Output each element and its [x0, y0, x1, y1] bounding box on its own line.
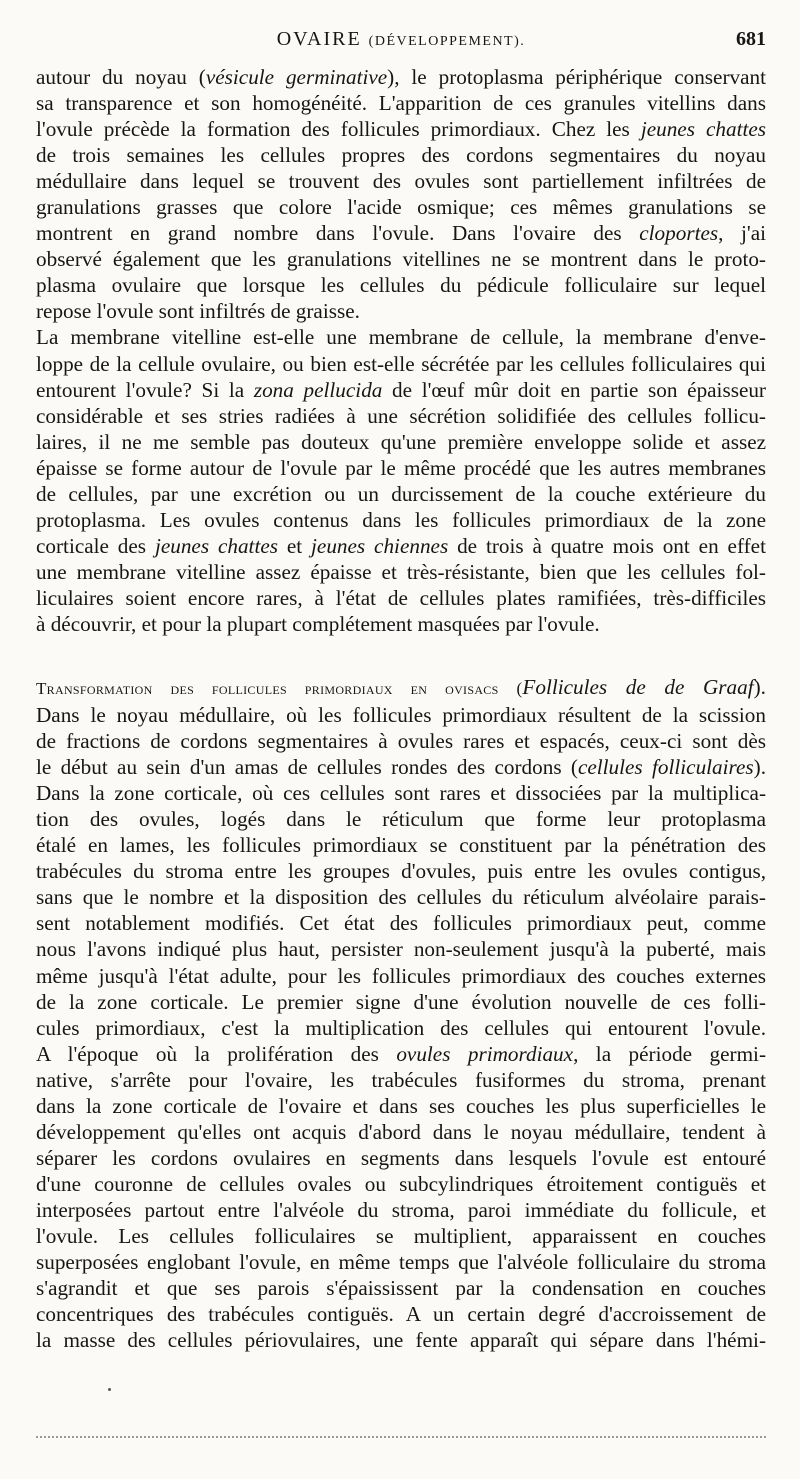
text-line: sent notablement modifiés. Cet état des follicules primordiaux peut, comme — [36, 911, 766, 936]
text-line: étalé en lames, les follicules primordiaux se constituent par la pénétration des — [36, 833, 766, 858]
text-line: l'ovule. Les cellules folliculaires se multiplient, apparaissent en couches — [36, 1223, 766, 1248]
bottom-scan-noise — [36, 1436, 766, 1438]
italic-term: jeunes chattes — [154, 533, 278, 558]
italic-term: zona pellucida — [253, 377, 383, 402]
section-heading: Transformation des follicules primordiaux en ovisacs (Follicules de de Graaf). — [36, 675, 766, 699]
text-line: de trois semaines les cellules propres des cordons segmentaires du noyau — [36, 143, 766, 168]
text-line: observé également que les granulations vitellines ne se montrent dans le proto- — [36, 247, 766, 272]
print-speck — [108, 1388, 111, 1391]
text-line: médullaire dans lequel se trouvent des ovules sont partiellement infiltrées de — [36, 169, 766, 194]
text-line: même jusqu'à l'état adulte, pour les follicules primordiaux des couches externes — [36, 963, 766, 988]
text-block-lower — [36, 674, 766, 1353]
italic-term: jeunes chiennes — [311, 533, 449, 558]
text-line: loppe de la cellule ovulaire, ou bien est-elle sécrétée par les cellules folliculaires qui — [36, 351, 766, 376]
text-line: A l'époque où la prolifération des ovules primordiaux, la période germi- — [36, 1041, 766, 1066]
text-line: sans que le nombre et la disposition des cellules du réticulum alvéolaire parais- — [36, 885, 766, 910]
text-line: concentriques des trabécules contiguës. A un certain degré d'accroissement de — [36, 1302, 766, 1327]
text-line: sa transparence et son homogénéité. L'apparition de ces granules vitellins dans — [36, 91, 766, 116]
text-line: corticale des jeunes chattes et jeunes chiennes de trois à quatre mois ont en effet — [36, 533, 766, 558]
text-block-upper — [36, 64, 766, 637]
text-line: tion des ovules, logés dans le réticulum que forme leur protoplasma — [36, 807, 766, 832]
text-line: de la zone corticale. Le premier signe d'une évolution nouvelle de ces folli- — [36, 989, 766, 1014]
text-line: épaisse se forme autour de l'ovule par le même procédé que les autres membranes — [36, 455, 766, 480]
running-title-sub: (DÉVELOPPEMENT). — [368, 34, 526, 49]
text-line: l'ovule précède la formation des follicules primordiaux. Chez les jeunes chattes — [36, 117, 766, 142]
text-line: laires, il ne me semble pas douteux qu'une première enveloppe solide et assez — [36, 429, 766, 454]
italic-term: jeunes chattes — [640, 117, 766, 142]
text-line: repose l'ovule sont infiltrés de graisse. — [36, 299, 360, 324]
text-line: cules primordiaux, c'est la multiplication des cellules qui entourent l'ovule. — [36, 1015, 766, 1040]
text-line: d'une couronne de cellules ovales ou subcylindriques étroitement contiguës et — [36, 1171, 766, 1196]
running-title-main: OVAIRE — [276, 28, 362, 50]
text-line: le début au sein d'un amas de cellules rondes des cordons (cellules folliculaires). — [36, 755, 766, 780]
text-line: trabécules du stroma entre les groupes d'ovules, puis entre les ovules contigus, — [36, 859, 766, 884]
text-line: plasma ovulaire que lorsque les cellules du pédicule folliculaire sur lequel — [36, 273, 766, 298]
text-line: liculaires soient encore rares, à l'état de cellules plates ramifiées, très-difficiles — [36, 585, 766, 610]
text-line: superposées englobant l'ovule, en même temps que l'alvéole folliculaire du stroma — [36, 1250, 766, 1275]
text-line: La membrane vitelline est-elle une membrane de cellule, la membrane d'enve- — [36, 325, 766, 350]
text-line: protoplasma. Les ovules contenus dans les follicules primordiaux de la zone — [36, 507, 766, 532]
text-line: une membrane vitelline assez épaisse et très-résistante, bien que les cellules fol- — [36, 559, 766, 584]
text-line: de cellules, par une excrétion ou un durcissement de la couche extérieure du — [36, 481, 766, 506]
text-line: nous l'avons indiqué plus haut, persister non-seulement jusqu'à la puberté, mais — [36, 937, 766, 962]
text-line: s'agrandit et que ses parois s'épaississent par la condensation en couches — [36, 1276, 766, 1301]
running-header — [36, 28, 766, 52]
text-line: interposées partout entre l'alvéole du stroma, paroi immédiate du follicule, et — [36, 1197, 766, 1222]
text-line: séparer les cordons ovulaires en segments dans lesquels l'ovule est entouré — [36, 1145, 766, 1170]
text-line: à découvrir, et pour la plupart complétement masquées par l'ovule. — [36, 611, 600, 636]
text-line: Dans la zone corticale, où ces cellules sont rares et dissociées par la multiplica- — [36, 781, 766, 806]
text-line: montrent en grand nombre dans l'ovule. Dans l'ovaire des cloportes, j'ai — [36, 221, 767, 246]
italic-term: cloportes — [639, 221, 719, 246]
text-line: autour du noyau (vésicule germinative), le protoplasma périphérique conservant — [36, 65, 766, 89]
text-line: granulations grasses que colore l'acide osmique; ces mêmes granulations se — [36, 195, 766, 220]
text-line: la masse des cellules périovulaires, une fente apparaît qui sépare dans l'hémi- — [36, 1328, 766, 1353]
text-line: native, s'arrête pour l'ovaire, les trabécules fusiformes du stroma, prenant — [36, 1067, 766, 1092]
running-title — [36, 28, 766, 51]
text-line: de fractions de cordons segmentaires à ovules rares et espacés, ceux-ci sont dès — [36, 729, 766, 754]
text-line: entourent l'ovule? Si la zona pellucida de l'œuf mûr doit en partie son épaisseur — [36, 377, 766, 402]
italic-term: Follicules de de Graaf — [522, 675, 754, 699]
italic-term: ovules primordiaux — [396, 1041, 574, 1066]
text-line: Dans le noyau médullaire, où les follicules primordiaux résultent de la scission — [36, 703, 766, 728]
italic-term: cellules folliculaires — [577, 755, 754, 780]
text-line: développement qu'elles ont acquis d'abord dans le noyau médullaire, tendent à — [36, 1119, 766, 1144]
page-number: 681 — [736, 28, 766, 50]
text-line: considérable et ses stries radiées à une sécrétion solidifiée des cellules follicu- — [36, 403, 766, 428]
text-line: dans la zone corticale de l'ovaire et dans ses couches les plus superficielles le — [36, 1093, 766, 1118]
italic-term: vésicule germinative — [205, 65, 388, 89]
